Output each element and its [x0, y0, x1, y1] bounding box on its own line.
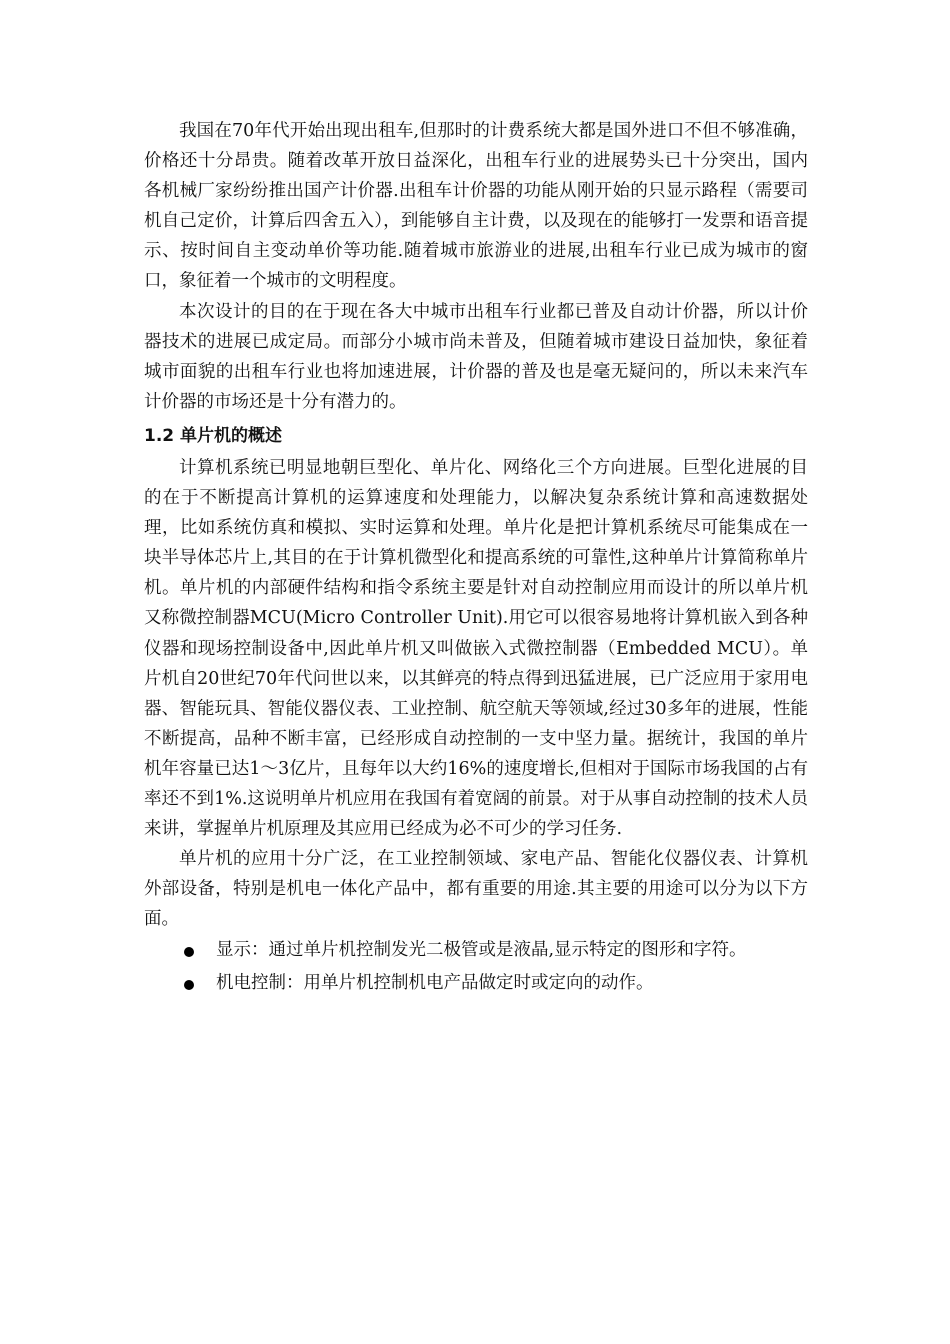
bullet-dot-icon — [184, 980, 194, 990]
section-paragraph-1: 计算机系统已明显地朝巨型化、单片化、网络化三个方向进展。巨型化进展的目的在于不断提高计算机的运算速度和处理能力，以解决复杂系统计算和高速数据处理，比如系统仿真和模拟、实时运算和处理。单片化是把计算机系统尽可能集成在一块半导体芯片上,其目的在于计算机微型化和提高系统的可靠性,这种单片计算简称单片机。单片机的内部硬件结构和指令系统主要是针对自动控制应用而设计的所以单片机又称微控制器MCU(Micro Controller Unit).用它可以很容易地将计算机嵌入到各种仪器和现场控制设备中,因此单片机又叫做嵌入式微控制器（Embedded MCU）。单片机自20世纪70年代问世以来，以其鲜亮的特点得到迅猛进展，已广泛应用于家用电器、智能玩具、智能仪器仪表、工业控制、航空航天等领域,经过30多年的进展，性能不断提高，品种不断丰富，已经形成自动控制的一支中坚力量。据统计，我国的单片机年容量已达1～3亿片，且每年以大约16%的速度增长,但相对于国际市场我国的占有率还不到1%.这说明单片机应用在我国有着宽阔的前景。对于从事自动控制的技术人员来讲，掌握单片机原理及其应用已经成为必不可少的学习任务. — [144, 457, 808, 840]
bullet-item-control — [144, 967, 808, 1000]
usage-bullet-list — [144, 934, 808, 1000]
intro-paragraph-2: 本次设计的目的在于现在各大中城市出租车行业都已普及自动计价器，所以计价器技术的进展已成定局。而部分小城市尚未普及，但随着城市建设日益加快，象征着城市面貌的出租车行业也将加速进展，计价器的普及也是毫无疑问的，所以未来汽车计价器的市场还是十分有潜力的。 — [144, 301, 808, 412]
document-page — [144, 116, 808, 1000]
section-heading: 1.2 单片机的概述 — [144, 425, 283, 446]
bullet-text: 显示：通过单片机控制发光二极管或是液晶,显示特定的图形和字符。 — [216, 940, 747, 961]
bullet-dot-icon — [184, 947, 194, 957]
section-paragraph-2: 单片机的应用十分广泛，在工业控制领域、家电产品、智能化仪器仪表、计算机外部设备，特别是机电一体化产品中，都有重要的用途.其主要的用途可以分为以下方面。 — [144, 849, 808, 930]
bullet-text: 机电控制：用单片机控制机电产品做定时或定向的动作。 — [216, 973, 654, 994]
bullet-item-display — [144, 934, 808, 967]
intro-paragraph-1: 我国在70年代开始出现出租车,但那时的计费系统大都是国外进口不但不够准确，价格还十分昂贵。随着改革开放日益深化，出租车行业的进展势头已十分突出，国内各机械厂家纷纷推出国产计价器.出租车计价器的功能从刚开始的只显示路程（需要司机自己定价，计算后四舍五入），到能够自主计费，以及现在的能够打一发票和语音提示、按时间自主变动单价等功能.随着城市旅游业的进展,出租车行业已成为城市的窗口，象征着一个城市的文明程度。 — [144, 121, 808, 292]
